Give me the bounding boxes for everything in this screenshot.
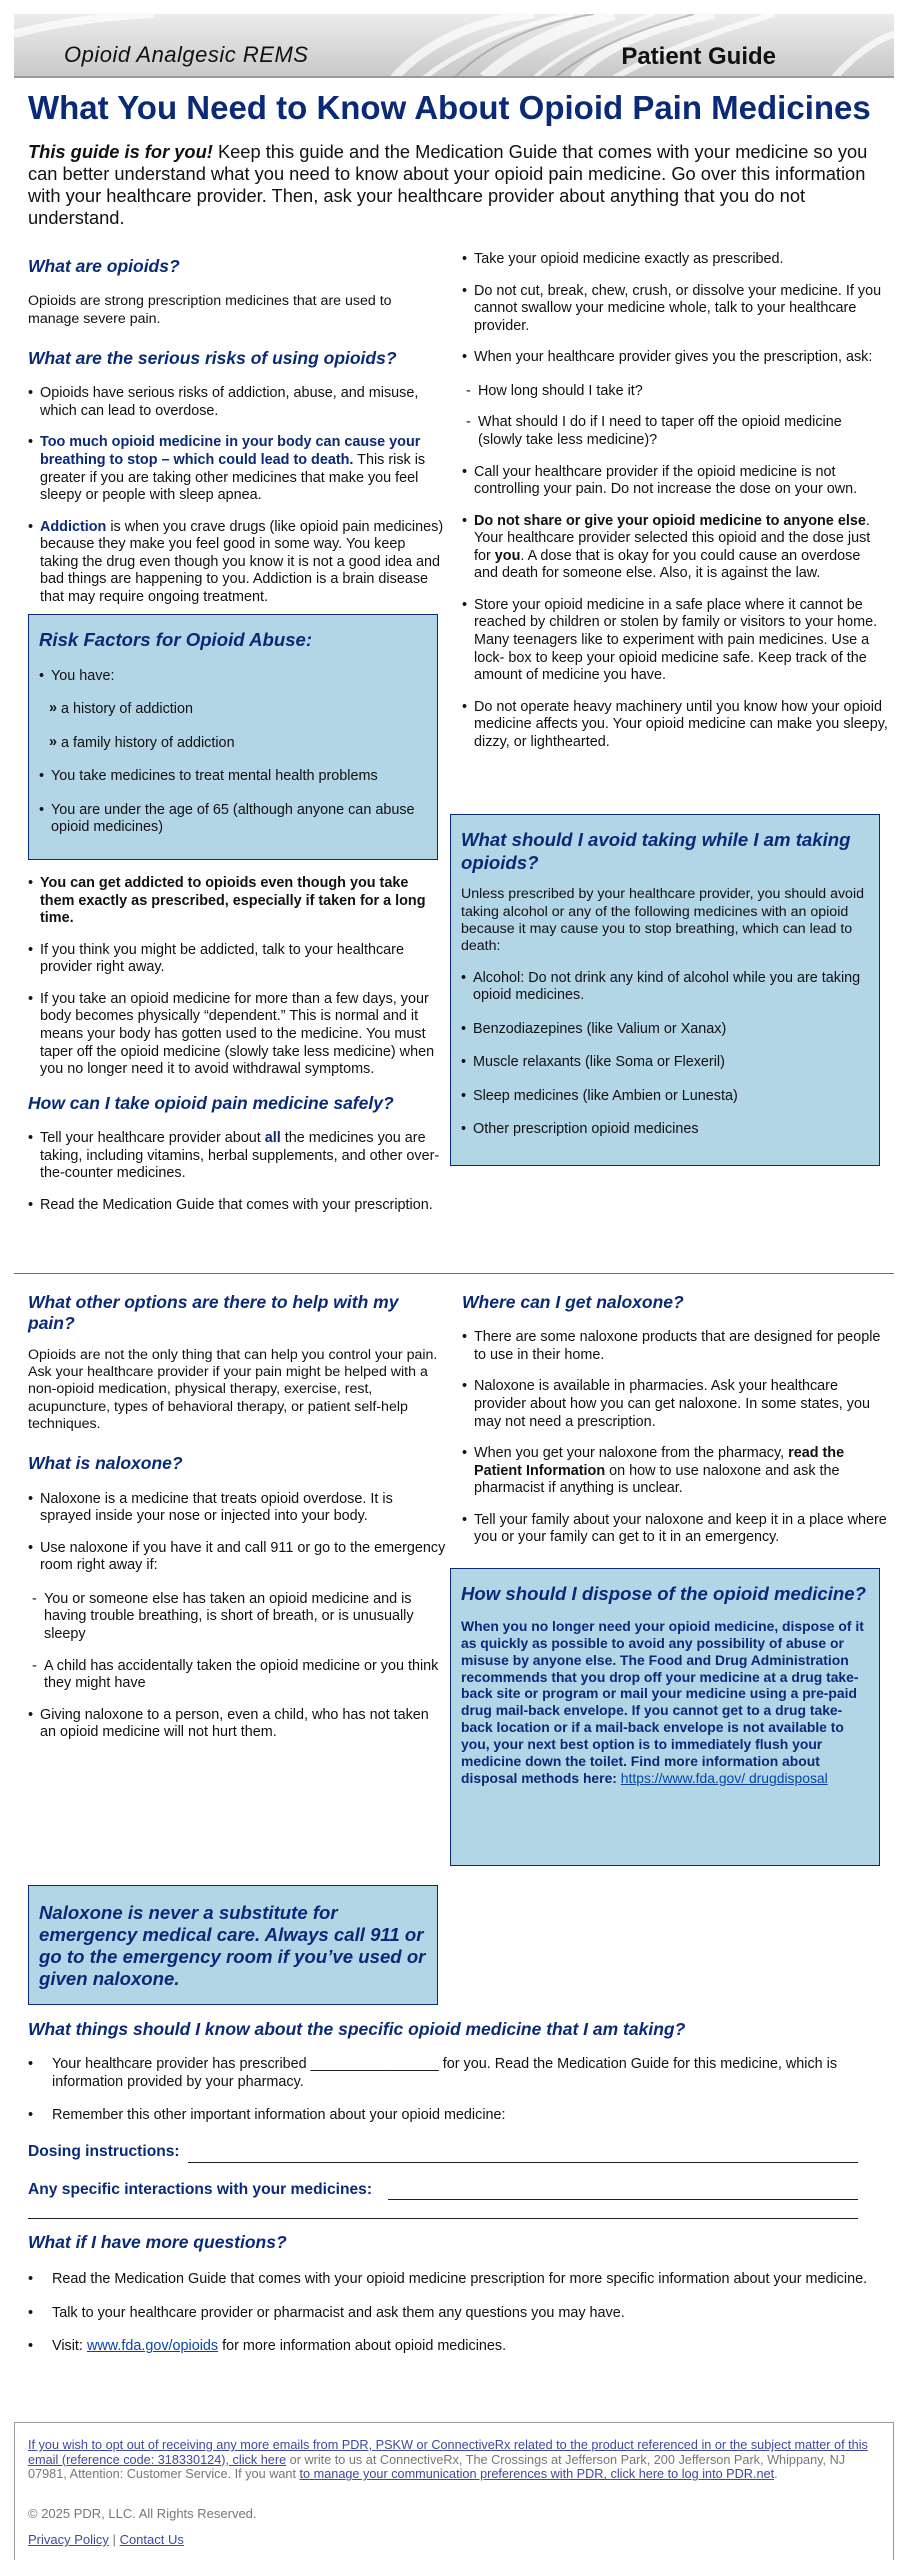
avoid-item — [461, 1088, 869, 1106]
footer-links — [28, 2532, 184, 2548]
risk-breathing-text: This risk is greater if you are taking other medicines that make you feel sleepy or people with sleep apnea. — [40, 452, 426, 504]
question-text: for more information about opioid medicines. — [218, 2338, 507, 2355]
safety-tip — [462, 349, 888, 367]
optout-end: . — [774, 2467, 778, 2482]
guide-label: Patient Guide — [621, 43, 776, 70]
heading-more-questions: What if I have more questions? — [28, 2232, 287, 2252]
risk-factor-text: You take medicines to treat mental health problems — [51, 768, 378, 785]
safety-tips-list-2 — [462, 464, 888, 752]
interactions-label-text: Any specific interactions with your medicines: — [28, 2181, 373, 2198]
privacy-policy-link[interactable]: Privacy Policy — [28, 2532, 109, 2547]
safety-tip-text: Do not operate heavy machinery until you know how your opioid medicine affects you. Your opioid medicine can make you sleepy, dizzy, or lighthearted. — [474, 698, 888, 750]
naloxone-condition — [28, 1658, 446, 1693]
take-safely-list — [28, 1130, 446, 1214]
more-questions-list — [28, 2271, 888, 2356]
dosing-label-text: Dosing instructions: — [28, 2143, 180, 2160]
safety-tip — [462, 464, 888, 499]
safety-tip-text: Take your opioid medicine exactly as prescribed. — [474, 251, 784, 267]
interactions-input-line[interactable] — [388, 2199, 858, 2200]
naloxone-condition-text: You or someone else has taken an opioid medicine and is having trouble breathing, is short of breath, or is unusually sleepy — [44, 1590, 414, 1642]
heading-serious-risks: What are the serious risks of using opioids? — [28, 347, 397, 368]
question-text: Visit: — [52, 2338, 87, 2355]
intro-lead: This guide is for you! — [28, 141, 213, 162]
optout-link[interactable]: If you wish to opt out of receiving any more emails from PDR, PSKW or ConnectiveRx related to the product referenced in or the subject matter of this email (reference code: 318330124), click here — [28, 2438, 868, 2467]
risk-factors-list-2 — [39, 768, 427, 837]
intro-paragraph — [28, 141, 888, 229]
safety-tip-text: Call your healthcare provider if the opioid medicine is not controlling your pain. Do not increase the dose on your own. — [474, 463, 858, 498]
question-text: Talk to your healthcare provider or pharmacist and ask them any questions you may have. — [52, 2304, 625, 2321]
right-column-bottom — [462, 1292, 888, 1547]
safety-tip — [462, 513, 888, 583]
heading-get-naloxone: Where can I get naloxone? — [462, 1292, 684, 1312]
safety-tip-text: . Your healthcare provider selected this opioid and the dose just for — [474, 512, 871, 564]
get-naloxone-item — [462, 1512, 888, 1547]
safety-tip-text: Store your opioid medicine in a safe place where it cannot be reached by children or stolen by family or visitors to your home. Many teenagers like to experiment with pain medicines. Use a lock- box to keep your opioid medicine safe. Keep track of the amount of medicine you have. — [474, 596, 878, 684]
contact-us-link[interactable]: Contact Us — [119, 2532, 184, 2547]
get-naloxone-list — [462, 1329, 888, 1547]
risk-item-text: Opioids have serious risks of addiction, abuse, and misuse, which can lead to overdose. — [40, 385, 419, 419]
safety-tip — [462, 283, 888, 336]
heading-what-are-opioids: What are opioids? — [28, 256, 180, 276]
take-safely-emphasis: all — [264, 1129, 281, 1146]
safety-tip-text: . A dose that is okay for you could cause an overdose and death for someone else. Also, it is against the law. — [474, 547, 861, 582]
specific-text: Your healthcare provider has prescribed — [52, 2056, 311, 2073]
specific-medicine-section — [28, 2019, 888, 2125]
avoid-item — [461, 1054, 869, 1072]
addiction-warning: You can get addicted to opioids even though you take them exactly as prescribed, especially if taken for a long time. — [40, 875, 426, 927]
take-safely-text: the medicines you are taking, including vitamins, herbal supplements, and other over-the-counter medicines. — [40, 1129, 440, 1182]
dispose-box — [450, 1568, 880, 1866]
what-are-opioids-text: Opioids are strong prescription medicines that are used to manage severe pain. — [28, 293, 392, 327]
page-title: What You Need to Know About Opioid Pain Medicines — [28, 89, 871, 126]
addiction-info-item — [28, 875, 446, 928]
avoid-item-text: Sleep medicines (like Ambien or Lunesta) — [473, 1087, 738, 1104]
naloxone-condition — [28, 1591, 446, 1644]
safety-tip — [462, 597, 888, 685]
addiction-info-text: If you think you might be addicted, talk to your healthcare provider right away. — [40, 941, 404, 976]
risk-factors-box — [28, 614, 438, 860]
risk-factor-text: You have: — [51, 667, 115, 684]
section-divider — [14, 1273, 894, 1274]
take-safely-text: Read the Medication Guide that comes with your prescription. — [40, 1196, 433, 1213]
avoid-list — [461, 970, 869, 1139]
patient-information-bold: read the Patient Information — [474, 1445, 845, 1479]
risk-factors-heading: Risk Factors for Opioid Abuse: — [39, 629, 313, 650]
avoid-box — [450, 814, 880, 1166]
fda-disposal-link[interactable]: https://www.fda.gov/ drugdisposal — [620, 1770, 828, 1787]
ask-question-text: How long should I take it? — [478, 382, 643, 399]
heading-other-options: What other options are there to help with my pain? — [28, 1292, 399, 1334]
safety-tip — [462, 699, 888, 752]
question-item — [28, 2271, 888, 2289]
program-name: Opioid Analgesic REMS — [64, 42, 309, 67]
take-safely-item — [28, 1197, 446, 1215]
avoid-item-text: Other prescription opioid medicines — [473, 1121, 699, 1138]
get-naloxone-text: Tell your family about your naloxone and keep it in a place where you or your family can get to it in an emergency. — [474, 1511, 887, 1546]
risk-factor-subitem — [39, 701, 427, 719]
question-item — [28, 2305, 888, 2323]
heading-specific-medicine: What things should I know about the specific opioid medicine that I am taking? — [28, 2019, 686, 2039]
take-safely-text: Tell your healthcare provider about — [40, 1129, 265, 1146]
naloxone-item — [28, 1491, 446, 1526]
heading-take-safely: How can I take opioid pain medicine safely? — [28, 1092, 394, 1113]
do-not-share-bold: Do not share or give your opioid medicine to anyone else — [474, 512, 866, 529]
get-naloxone-item — [462, 1445, 888, 1498]
serious-risks-list — [28, 385, 446, 606]
fda-opioids-link[interactable]: www.fda.gov/opioids — [86, 2338, 219, 2355]
get-naloxone-text: When you get your naloxone from the pharmacy, — [474, 1445, 789, 1462]
addiction-info-list — [28, 875, 446, 1079]
naloxone-item — [28, 1540, 446, 1575]
right-column-top — [462, 251, 888, 751]
avoid-item — [461, 1121, 869, 1139]
risk-breathing-bold: Too much opioid medicine in your body can cause your breathing to stop – which could lead to death. — [40, 434, 421, 468]
avoid-item-text: Benzodiazepines (like Valium or Xanax) — [473, 1020, 727, 1037]
dispose-text-body: When you no longer need your opioid medicine, dispose of it as quickly as possible to avoid any possibility of abuse or misuse by anyone else. The Food and Drug Administration recommends that you drop off your medicine at a drug take-back site or program or mail your medicine using a pre-paid drug mail-back envelope. If you cannot get to a drug take-back location or if a mail-back envelope is not available to you, your next best option is to immediately flush your medicine down the toilet. Find more information about disposal methods here: — [461, 1617, 864, 1787]
avoid-item — [461, 1021, 869, 1039]
specific-item — [28, 2107, 888, 2125]
avoid-item-text: Muscle relaxants (like Soma or Flexeril) — [473, 1054, 725, 1071]
risk-factor-subitem-text: a history of addiction — [61, 701, 193, 718]
you-emphasis: you — [494, 547, 521, 564]
left-column-middle — [28, 875, 446, 1214]
addiction-info-item — [28, 942, 446, 977]
addiction-term: Addiction — [40, 518, 107, 535]
dosing-input-line[interactable] — [188, 2162, 858, 2163]
left-column-bottom — [28, 1292, 446, 1742]
avoid-item-text: Alcohol: Do not drink any kind of alcohol while you are taking opioid medicines. — [473, 969, 861, 1004]
interactions-divider — [28, 2218, 858, 2219]
specific-text: for you. Read the Medication Guide for this medicine, which is information provided by your pharmacy. — [52, 2056, 838, 2090]
get-naloxone-text: on how to use naloxone and ask the pharmacist if anything is unclear. — [474, 1462, 840, 1497]
other-options-text: Opioids are not the only thing that can help you control your pain. Ask your healthcare provider if your pain might be helped with a non-opioid medication, physical therapy, exercise, rest, acupuncture, types of behavioral therapy, or patient self-help techniques. — [28, 1346, 438, 1432]
safety-tip-text: Do not cut, break, chew, crush, or dissolve your medicine. If you cannot swallow your medicine whole, talk to your healthcare provider. — [474, 282, 882, 334]
risk-factor-item — [39, 802, 427, 837]
naloxone-item — [28, 1707, 446, 1742]
interactions-label — [28, 2180, 372, 2199]
intro-text: Keep this guide and the Medication Guide that comes with your medicine so you can better understand what you need to know about your opioid pain medicine. Go over this information with your healthcare provider. Then, ask your healthcare provider about anything that you do not understand. — [28, 141, 868, 228]
optout-text: or write to us at ConnectiveRx, The Crossings at Jefferson Park, 200 Jefferson Park, Whippany, NJ 07981, Attention: Customer Service. If you want — [28, 2452, 846, 2482]
get-naloxone-item — [462, 1329, 888, 1364]
specific-item — [28, 2056, 888, 2091]
prescribed-blank: ________________ — [310, 2056, 439, 2073]
question-item — [28, 2338, 888, 2356]
risk-factor-subitem-text: a family history of addiction — [61, 734, 235, 751]
risk-item — [28, 385, 446, 420]
dispose-text — [461, 1618, 869, 1788]
get-naloxone-text: There are some naloxone products that are designed for people to use in their home. — [474, 1329, 881, 1363]
specific-list — [28, 2056, 888, 2125]
risk-item — [28, 519, 446, 607]
dosing-label — [28, 2142, 180, 2161]
naloxone-warning-box — [28, 1885, 438, 2005]
take-safely-item — [28, 1130, 446, 1183]
ask-question — [462, 383, 888, 401]
ask-question — [462, 414, 888, 449]
question-text: Read the Medication Guide that comes with your opioid medicine prescription for more specific information about your medicine. — [52, 2271, 868, 2288]
left-column-top — [28, 256, 446, 607]
header-banner — [14, 14, 894, 78]
risk-factor-text: You are under the age of 65 (although anyone can abuse opioid medicines) — [51, 801, 415, 836]
get-naloxone-text: Naloxone is available in pharmacies. Ask your healthcare provider about how you can get naloxone. In some states, you may not need a prescription. — [474, 1378, 870, 1430]
copyright: © 2025 PDR, LLC. All Rights Reserved. — [28, 2506, 257, 2521]
risk-factors-list — [39, 668, 427, 686]
avoid-item — [461, 970, 869, 1005]
optout-paragraph — [28, 2438, 878, 2482]
more-questions-section — [28, 2232, 888, 2356]
risk-factor-subitem — [39, 735, 427, 753]
risk-factor-item — [39, 768, 427, 786]
safety-tips-list — [462, 251, 888, 367]
addiction-definition: is when you crave drugs (like opioid pain medicines) because they make you feel good in some way. You keep taking the drug even though you know it is not a good idea and bad things are happening to you. Addiction is a brain disease that may require ongoing treatment. — [40, 518, 444, 605]
naloxone-item-text: Use naloxone if you have it and call 911 or go to the emergency room right away if: — [40, 1539, 446, 1574]
risk-item — [28, 434, 446, 504]
naloxone-item-text: Giving naloxone to a person, even a child, who has not taken an opioid medicine will not hurt them. — [40, 1706, 429, 1741]
heading-naloxone: What is naloxone? — [28, 1453, 183, 1474]
manage-preferences-link[interactable]: to manage your communication preferences with PDR, click here to log into PDR.net — [299, 2467, 775, 2482]
safety-tip — [462, 251, 888, 269]
naloxone-warning-text: Naloxone is never a substitute for emergency medical care. Always call 911 or go to the emergency room if you’ve used or given naloxone. — [39, 1902, 426, 1989]
specific-text: Remember this other important information about your opioid medicine: — [52, 2107, 506, 2124]
dependence-text: If you take an opioid medicine for more than a few days, your body becomes physically “dependent.” This is normal and it means your body has gotten used to the medicine. You must taper off the opioid medicine (slowly take less medicine) when you no longer need it to avoid withdrawal symptoms. — [40, 990, 435, 1078]
naloxone-list — [28, 1491, 446, 1575]
footer-separator: | — [112, 2532, 116, 2547]
addiction-info-item — [28, 991, 446, 1079]
risk-factor-item — [39, 668, 427, 686]
safety-tip-text: When your healthcare provider gives you the prescription, ask: — [474, 349, 873, 366]
avoid-text: Unless prescribed by your healthcare provider, you should avoid taking alcohol or any of the following medicines with an opioid because it may cause you to stop breathing, which can lead to death: — [461, 886, 864, 955]
avoid-heading: What should I avoid taking while I am taking opioids? — [461, 829, 851, 873]
dispose-heading: How should I dispose of the opioid medicine? — [461, 1583, 866, 1604]
ask-question-text: What should I do if I need to taper off the opioid medicine (slowly take less medicine)? — [478, 414, 842, 448]
naloxone-item-text: Naloxone is a medicine that treats opioid overdose. It is sprayed inside your nose or injected into your body. — [40, 1490, 393, 1525]
naloxone-condition-text: A child has accidentally taken the opioid medicine or you think they might have — [44, 1657, 439, 1692]
naloxone-list-2 — [28, 1707, 446, 1742]
get-naloxone-item — [462, 1378, 888, 1431]
